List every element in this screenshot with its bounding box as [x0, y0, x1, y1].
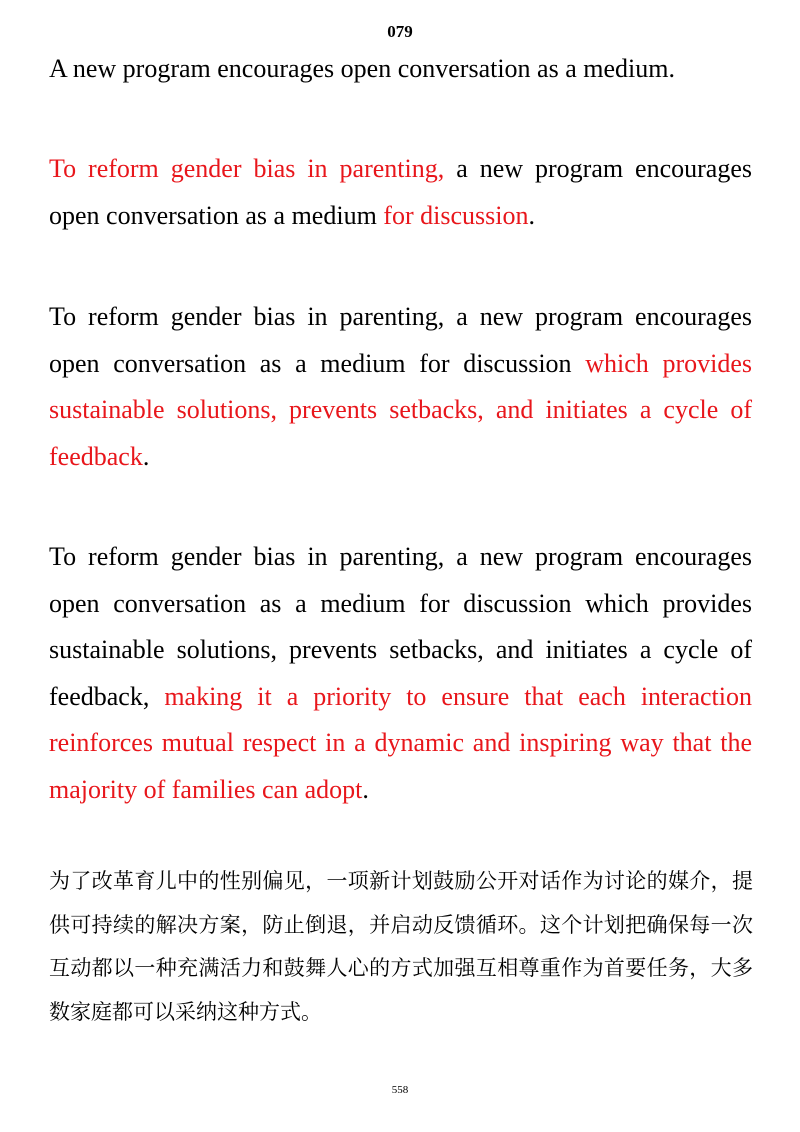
chinese-translation: 为了改革育儿中的性别偏见，一项新计划鼓励公开对话作为讨论的媒介，提供可持续的解决方案，防止倒退，并启动反馈循环。这个计划把确保每一次互动都以一种充满活力和鼓舞人心的方式加强互相尊重作为首要任务，大多数家庭都可以采纳这种方式。: [49, 869, 753, 1024]
sentence-end: .: [142, 441, 150, 471]
paragraph-expansion-2: [49, 294, 752, 480]
added-text: which provides sustainable solutions, prevents setbacks, and initiates a cycle of feedback: [49, 348, 752, 471]
base-text: a new program encourages open conversation as a medium: [49, 154, 752, 230]
paragraph-expansion-3: [49, 534, 752, 813]
added-text: making it a priority to ensure that each interaction reinforces mutual respect in a dynamic and inspiring way that the majority of families can adopt: [49, 681, 752, 804]
base-text: To reform gender bias in parenting, a new program encourages open conversation as a medium for discussion which provides sustainable solutions, prevents setbacks, and initiates a cycle of feedback,: [49, 542, 752, 711]
page-label: 079: [387, 22, 413, 41]
added-text: To reform gender bias in parenting,: [49, 154, 445, 183]
footer-page-number: 558: [391, 1084, 409, 1096]
paragraph-expansion-1: [49, 146, 752, 239]
sentence-end: .: [528, 200, 535, 230]
sentence-end: .: [362, 774, 369, 804]
base-text: A new program encourages open conversation as a medium.: [49, 54, 675, 83]
added-text: for discussion: [383, 200, 529, 230]
paragraph-base-sentence: [49, 46, 752, 93]
base-text: To reform gender bias in parenting, a new program encourages open conversation as a medium for discussion: [49, 302, 752, 378]
